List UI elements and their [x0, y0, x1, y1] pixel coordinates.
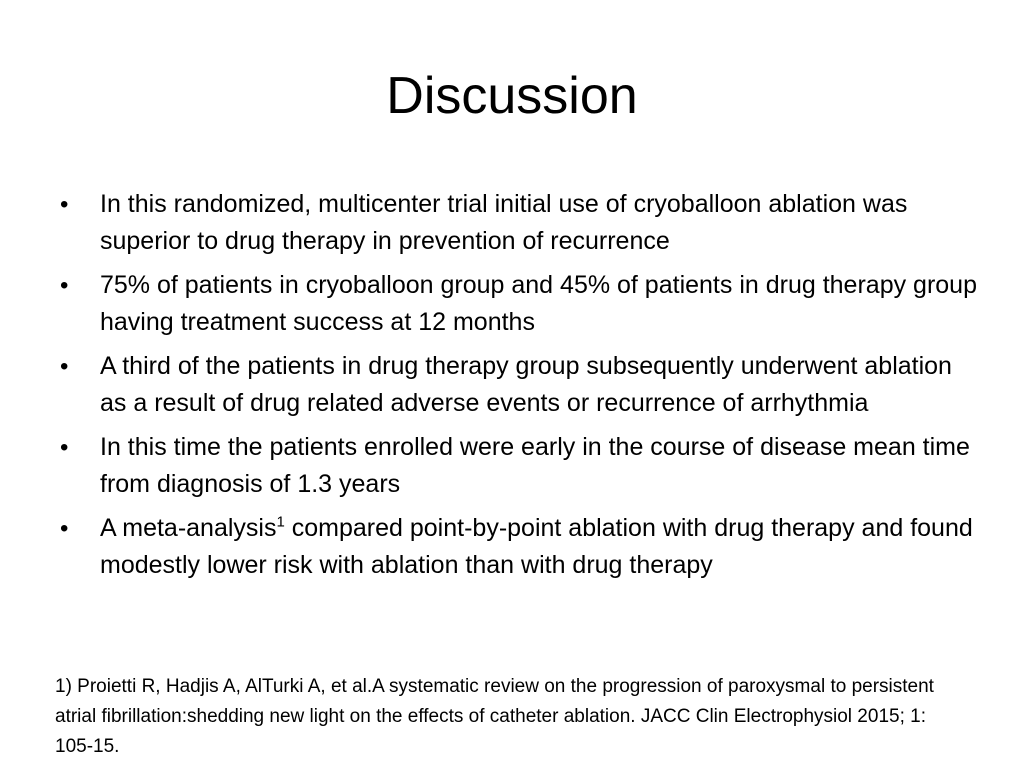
bullet-marker: • [60, 434, 69, 461]
reference-footnote: 1) Proietti R, Hadjis A, AlTurki A, et al.A systematic review on the progression of paroxysmal to persistent atrial fibrillation:shedding new light on the effects of catheter ablation. JACC Clin Electrophysiol 2015; 1: 105-15. [55, 676, 934, 757]
bullet-text: In this randomized, multicenter trial initial use of cryoballoon ablation was superior to drug therapy in prevention of recurrence [100, 190, 908, 255]
bullet-item [60, 348, 980, 422]
bullet-item [60, 186, 980, 260]
slide-title: Discussion [386, 67, 638, 125]
bullet-marker: • [60, 515, 69, 542]
bullet-list [60, 186, 980, 591]
bullet-text-after: compared point-by-point ablation with drug therapy and found modestly lower risk with ablation than with drug therapy [100, 514, 973, 579]
bullet-text: 75% of patients in cryoballoon group and 45% of patients in drug therapy group having treatment success at 12 months [100, 271, 977, 336]
bullet-item [60, 267, 980, 341]
bullet-marker: • [60, 191, 69, 218]
citation-superscript: 1 [276, 513, 285, 531]
bullet-marker: • [60, 353, 69, 380]
bullet-marker: • [60, 272, 69, 299]
bullet-text-before: A meta-analysis [100, 514, 277, 542]
bullet-item [60, 510, 980, 584]
bullet-text: In this time the patients enrolled were early in the course of disease mean time from diagnosis of 1.3 years [100, 433, 970, 498]
bullet-text: A third of the patients in drug therapy group subsequently underwent ablation as a result of drug related adverse events or recurrence of arrhythmia [100, 352, 952, 417]
bullet-item [60, 429, 980, 503]
